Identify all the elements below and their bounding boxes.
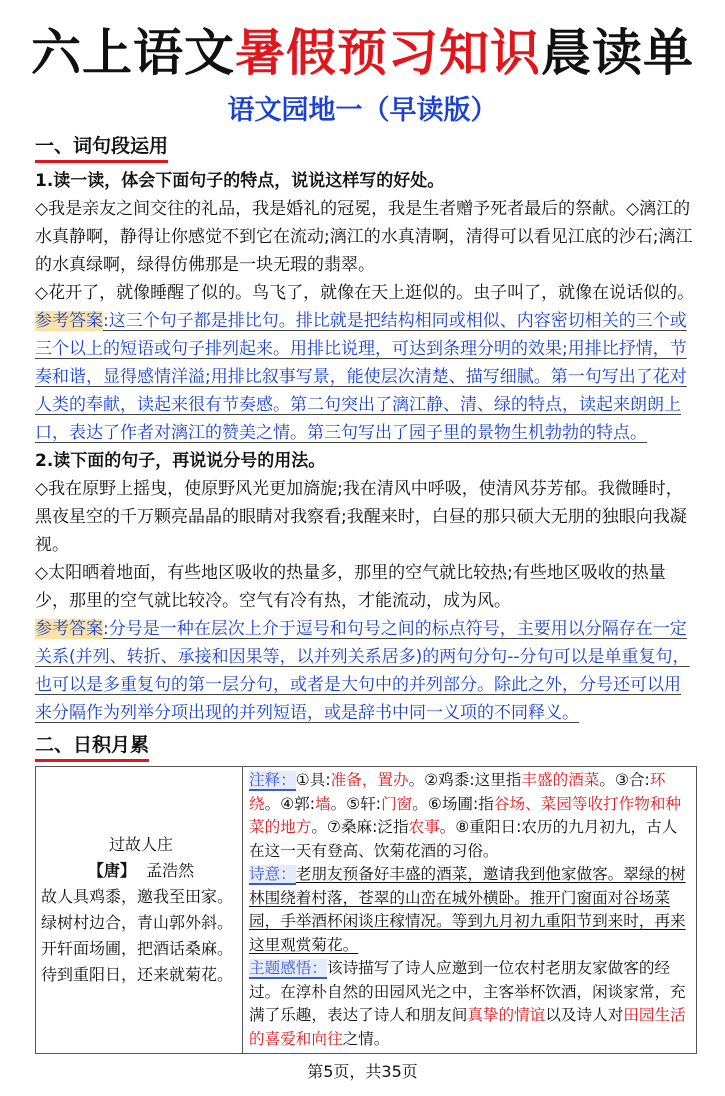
example-paragraph: ◇我在原野上摇曳，使原野风光更加旖旎;我在清风中呼吸，使清风芬芳郁。我微睡时，黑夜星空的千万颗亮晶晶的眼睛对我察看;我醒来时，白昼的那只硕大无朋的独眼向我凝视。 <box>35 479 687 555</box>
meaning-text: 老朋友预备好丰盛的酒菜，邀请我到他家做客。翠绿的树林围绕着村落，苍翠的山峦在城外横卧。推开门窗面对谷场菜园，手举酒杯闲谈庄稼情况。等到九月初九重阳节到来时，再来这里观赏菊花。 <box>249 865 686 954</box>
reference-answer <box>35 307 695 447</box>
example-paragraph: ◇太阳晒着地面，有些地区吸收的热量多，那里的空气就比较热;有些地区吸收的热量少，那里的空气就比较冷。空气有冷有热，才能流动，成为风。 <box>35 563 666 611</box>
poem-line: 绿树村边合，青山郭外斜。 <box>41 913 234 932</box>
poem-line: 待到重阳日，还来就菊花。 <box>41 965 234 984</box>
title-part: 六上语文 <box>31 24 235 82</box>
reference-answer <box>35 615 695 727</box>
highlighted-text: 谷场、菜园等收打作物和种菜的地方 <box>249 794 682 836</box>
text-segment: 。⑥场圃:指 <box>412 794 494 813</box>
annotation-text <box>249 771 681 860</box>
question-text: 1.读一读，体会下面句子的特点，说说这样写的好处。 <box>35 171 445 191</box>
notes-label: 注释： <box>249 771 296 789</box>
answer-text: :这三个句子都是排比句。排比就是把结构相同或相似、内容密切相关的三个或三个以上的短语或句子排列起来。用排比说理，可达到条理分明的效果;用排比抒情，节奏和谐，显得感情洋溢;用排比叙事写景，能使层次清楚、描写细腻。第一句写出了花对人类的奉献，读起来很有节奏感。第二句突出了漓江静、清、绿的特点，读起来朗朗上口，表达了作者对漓江的赞美之情。第三句写出了园子里的景物生机勃勃的特点。 <box>35 311 687 443</box>
poem-theme <box>249 957 690 1051</box>
poem-line: 开轩面场圃，把酒话桑麻。 <box>41 939 234 958</box>
highlighted-text: 门窗 <box>381 794 413 813</box>
poem-author-name: 孟浩然 <box>146 861 195 880</box>
text-segment: 。⑤轩: <box>330 794 382 813</box>
question-2 <box>35 447 695 727</box>
poem-cell <box>36 767 243 1054</box>
highlighted-text: 墙 <box>315 794 331 813</box>
section-heading: 二、日积月累 <box>35 733 149 762</box>
poem-dynasty: 【唐】 <box>87 861 136 880</box>
annotations <box>249 769 690 863</box>
text-segment: 。③合: <box>599 771 650 789</box>
page-title <box>0 22 725 84</box>
meaning-label: 诗意： <box>249 865 296 883</box>
text-segment: 。②鸡黍:这里指 <box>408 771 522 789</box>
text-segment: 。④郭: <box>264 794 316 813</box>
title-highlight: 暑假预习知识 <box>235 24 541 82</box>
question-1 <box>35 167 695 447</box>
poem-table <box>35 766 697 1054</box>
notes-cell <box>243 767 697 1054</box>
text-segment: 以及诗人对 <box>545 1006 624 1024</box>
question-text: 2.读下面的句子，再说说分号的用法。 <box>35 451 326 471</box>
highlighted-text: 真挚的情谊 <box>467 1006 546 1024</box>
page-number: 第5页，共35页 <box>307 1062 418 1081</box>
answer-label: 参考答案 <box>35 311 103 331</box>
poem-line: 故人具鸡黍，邀我至田家。 <box>41 887 234 906</box>
example-paragraph: ◇我是亲友之间交往的礼品，我是婚礼的冠冕，我是生者赠予死者最后的祭献。◇漓江的水真静啊，静得让你感觉不到它在流动;漓江的水真清啊，清得可以看见江底的沙石;漓江的水真绿啊，绿得仿佛那是一块无瑕的翡翠。 <box>35 199 693 275</box>
answer-label: 参考答案 <box>35 619 103 639</box>
highlighted-text: 准备，置办 <box>330 771 409 789</box>
highlighted-text: 田园生活的喜爱和向往 <box>249 1006 686 1048</box>
poem-meaning <box>249 863 690 957</box>
highlighted-text: 农事 <box>408 818 440 836</box>
text-segment: 之情。 <box>342 1029 390 1048</box>
answer-text: :分号是一种在层次上介于逗号和句号之间的标点符号，主要用以分隔存在一定关系(并列、转折、承接和因果等，以并列关系居多)的两句分句--分句可以是单重复句，也可以是多重复句的第一层分句，或者是大句中的并列部分。除此之外，分号还可以用来分隔作为列举分项出现的并列短语，或是辞书中同一义项的不同释义。 <box>35 619 690 723</box>
title-part: 晨读单 <box>541 24 694 82</box>
poem-title: 过故人庄 <box>108 835 173 854</box>
poem-author <box>37 858 241 884</box>
highlighted-text: 丰盛的酒菜 <box>521 771 600 789</box>
text-segment: 该诗描写了诗人应邀到一位农村老朋友家做客的经过。在淳朴自然的田园风光之中，主客举杯饮酒，闲谈家常，充满了乐趣，表达了诗人和朋友间 <box>249 959 686 1024</box>
theme-label: 主题感悟： <box>249 959 327 977</box>
subtitle: 语文园地一（早读版） <box>227 95 498 126</box>
section-heading: 一、词句段运用 <box>35 134 168 163</box>
text-segment: 。⑦桑麻:泛指 <box>311 818 409 836</box>
example-paragraph: ◇花开了，就像睡醒了似的。鸟飞了，就像在天上逛似的。虫子叫了，就像在说话似的。 <box>35 283 695 303</box>
highlighted-text: 环绕 <box>249 771 666 813</box>
text-segment: ①具: <box>295 771 331 789</box>
text-segment: 。⑧重阳日:农历的九月初九，古人在这一天有登高、饮菊花酒的习俗。 <box>249 818 678 860</box>
